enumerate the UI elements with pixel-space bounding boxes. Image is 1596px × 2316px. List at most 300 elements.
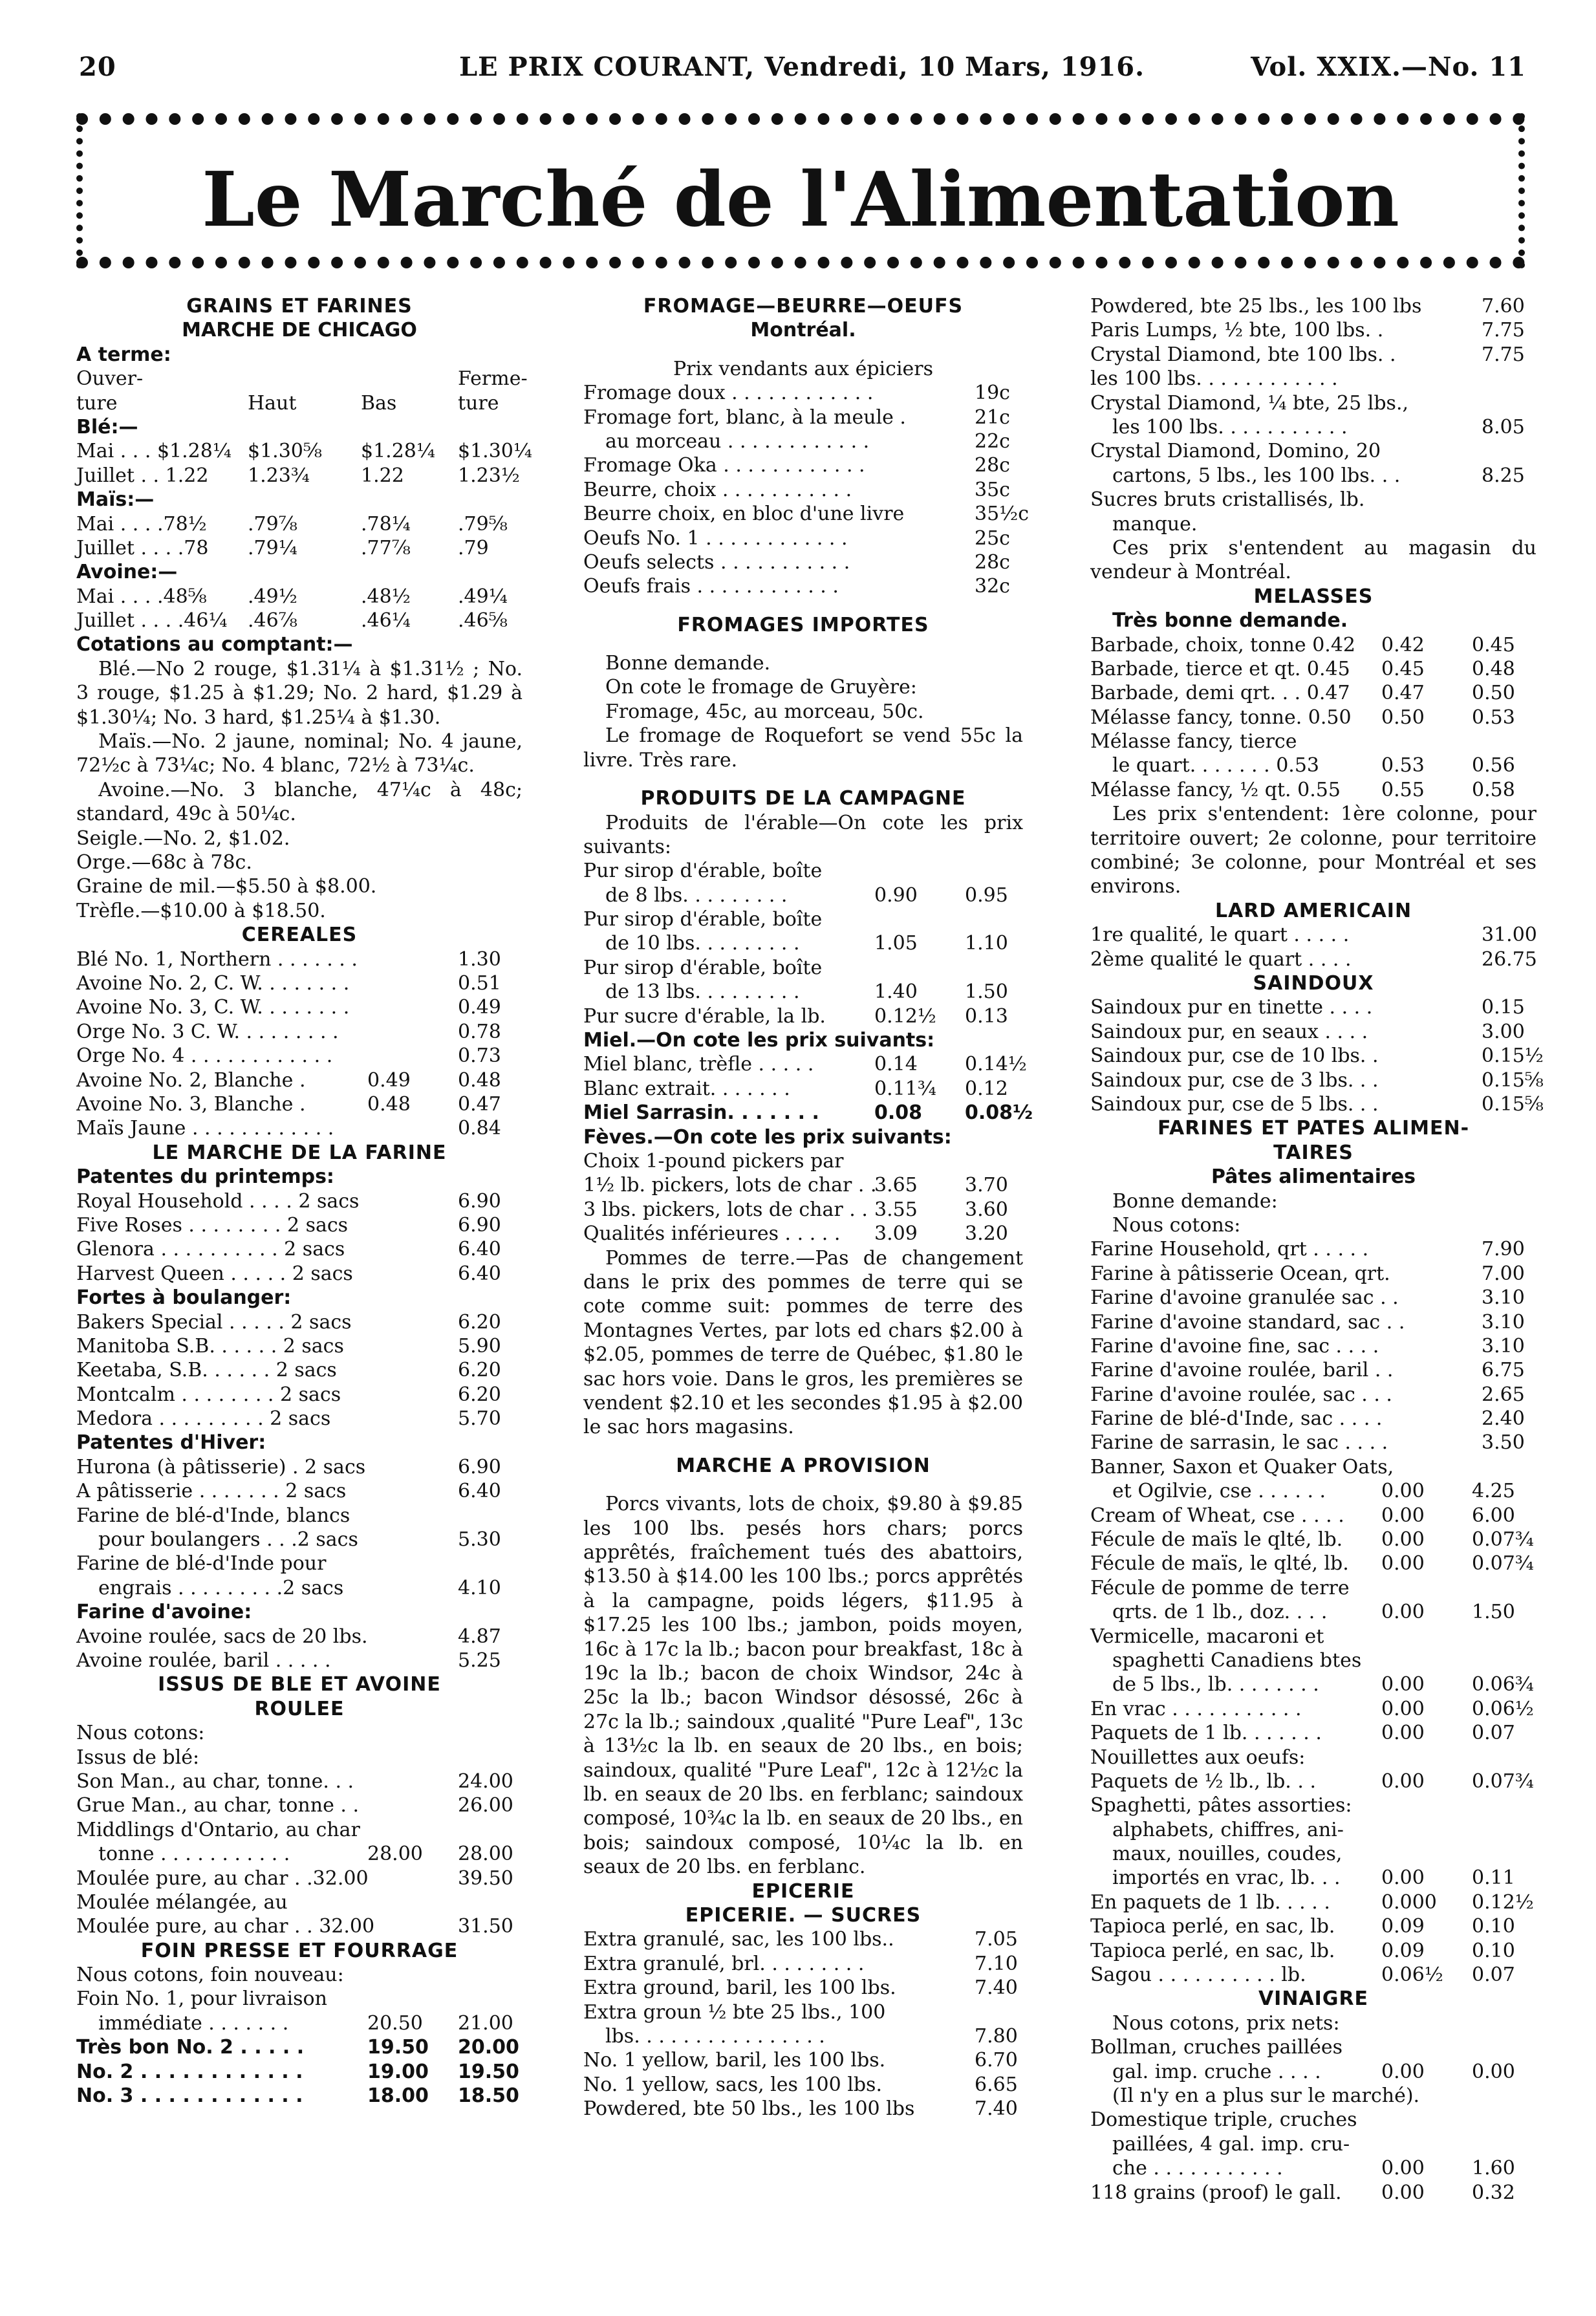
price-label: Extra granulé, sac, les 100 lbs.. [583, 1928, 894, 1951]
price-label: No. 1 yellow, sacs, les 100 lbs. [583, 2073, 882, 2096]
bold-label: Avoine:— [76, 561, 178, 584]
price-value: .79¼ [248, 536, 297, 559]
text-line: Nous cotons, foin nouveau: [76, 1964, 344, 1987]
section-heading: GRAINS ET FARINES [186, 295, 413, 318]
price-value: 6.90 [458, 1213, 501, 1237]
price-row [1090, 1479, 1537, 1503]
price-row [1090, 706, 1537, 730]
price-row [1090, 1334, 1537, 1358]
price-label: Moulée pure, au char . .32.00 [76, 1867, 369, 1890]
price-row [76, 1455, 523, 1479]
price-row [1090, 1769, 1537, 1793]
price-row [583, 2073, 1023, 2097]
text-line: Fécule de pomme de terre [1090, 1576, 1350, 1599]
price-value: 0.00 [1472, 2060, 1515, 2083]
section-subheading: MARCHE DE CHICAGO [182, 319, 417, 342]
price-label: Oeufs frais . . . . . . . . . . . . [583, 575, 839, 598]
price-label: Powdered, bte 50 lbs., les 100 lbs [583, 2097, 915, 2121]
price-label: No. 1 yellow, baril, les 100 lbs. [583, 2049, 886, 2072]
price-label: Fromage fort, blanc, à la meule . [583, 406, 906, 429]
section-heading: LE MARCHE DE LA FARINE [152, 1141, 447, 1164]
price-label: Mai . . . .48⅝ [76, 585, 207, 608]
price-label: Medora . . . . . . . . . 2 sacs [76, 1407, 331, 1431]
price-label: Tapioca perlé, en sac, lb. [1090, 1915, 1335, 1938]
price-value: 1.23½ [458, 464, 520, 487]
price-row [583, 574, 1023, 598]
price-label: Juillet . . . .46¼ [76, 609, 228, 633]
price-row [76, 1020, 523, 1044]
price-label: Mélasse fancy, tonne. 0.50 [1090, 706, 1352, 729]
price-label: de 13 lbs. . . . . . . . . [605, 980, 800, 1004]
price-label: Oeufs No. 1 . . . . . . . . . . . . [583, 526, 848, 550]
price-row [1090, 1044, 1544, 1068]
price-row [1090, 1866, 1537, 1890]
price-label: de 8 lbs. . . . . . . . . [605, 883, 788, 907]
price-label: A pâtisserie . . . . . . . 2 sacs [76, 1480, 347, 1503]
price-value: 0.15 [1482, 996, 1525, 1019]
price-row [76, 1068, 523, 1092]
paragraph: Maïs.—No. 2 jaune, nominal; No. 4 jaune, 72½c à 73¼c; No. 4 blanc, 72½ à 73¼c. [76, 730, 523, 777]
price-value: .46¼ [361, 609, 411, 633]
price-row [583, 406, 1023, 429]
price-row [76, 609, 523, 633]
price-value: Haut [248, 391, 297, 415]
price-row [1090, 343, 1537, 367]
price-label: Fromage doux . . . . . . . . . . . . [583, 382, 874, 405]
price-row [1090, 1310, 1537, 1334]
price-value: 0.50 [1381, 706, 1425, 729]
price-value: 0.78 [458, 1020, 501, 1043]
price-row [76, 1189, 523, 1213]
price-label: importés en vrac, lb. . . [1112, 1867, 1341, 1890]
price-value: 1.60 [1472, 2157, 1515, 2180]
spacer [583, 343, 1023, 357]
price-row [583, 1052, 1027, 1076]
price-value: 2.65 [1482, 1383, 1525, 1406]
price-value: $1.30⅝ [248, 440, 322, 463]
bold-label: Patentes du printemps: [76, 1165, 334, 1189]
price-value: 0.12½ [1472, 1890, 1534, 1914]
price-value: 0.09 [1381, 1915, 1425, 1938]
price-value: 7.60 [1482, 295, 1525, 318]
price-value: 4.10 [458, 1576, 501, 1599]
price-row [1090, 2156, 1537, 2180]
text-line: Foin No. 1, pour livraison [76, 1987, 327, 2011]
price-value: 6.40 [458, 1238, 501, 1261]
text-line: Choix 1-pound pickers par [583, 1150, 844, 1173]
price-label: 3 lbs. pickers, lots de char . . [583, 1198, 868, 1221]
price-row [76, 2011, 523, 2035]
text-line: alphabets, chiffres, ani- [1112, 1818, 1344, 1841]
spacer [583, 637, 1023, 651]
price-value: 0.08 [874, 1101, 923, 1125]
price-label: les 100 lbs. . . . . . . . . . . [1112, 415, 1348, 438]
section-banner [76, 113, 1525, 268]
price-label: Saindoux pur, en seaux . . . . [1090, 1020, 1368, 1043]
price-row [583, 502, 1030, 526]
price-value: 7.75 [1482, 319, 1525, 342]
price-value: 1.30 [458, 947, 501, 971]
price-label: Orge No. 4 . . . . . . . . . . . . [76, 1044, 333, 1068]
price-label: ture [76, 391, 118, 415]
price-row [1090, 1697, 1537, 1721]
price-label: Miel Sarrasin. . . . . . . [583, 1101, 819, 1125]
price-value: 7.80 [975, 2025, 1018, 2048]
price-row [76, 439, 532, 463]
price-label: Saindoux pur, cse de 5 lbs. . . [1090, 1092, 1379, 1116]
section-title: Le Marché de l'Alimentation [202, 156, 1399, 244]
centered-note: Prix vendants aux épiciers [673, 357, 934, 380]
price-label: Farine d'avoine roulée, baril . . [1090, 1359, 1394, 1382]
price-value: 0.000 [1381, 1890, 1437, 1914]
price-value: 3.20 [965, 1222, 1008, 1246]
price-label: Grue Man., au char, tonne . . [76, 1794, 359, 1817]
price-row [583, 1222, 1023, 1246]
price-label: Maïs Jaune . . . . . . . . . . . . [76, 1117, 334, 1140]
price-row [583, 1101, 1033, 1125]
price-row [1090, 1358, 1537, 1382]
price-value: 35c [975, 478, 1010, 501]
price-value: 0.53 [1381, 754, 1425, 777]
price-value: 18.00 [367, 2084, 429, 2108]
price-value: 6.40 [458, 1262, 501, 1285]
section-subheading: Montréal. [750, 319, 856, 342]
bold-label: Miel.—On cote les prix suivants: [583, 1029, 935, 1052]
text-line: Nouillettes aux oeufs: [1090, 1746, 1306, 1769]
price-value: 21.00 [458, 2011, 513, 2035]
text-line: Mélasse fancy, tierce [1090, 730, 1297, 753]
price-row [76, 1237, 523, 1261]
bold-label: Maïs:— [76, 488, 155, 512]
price-row [76, 1310, 523, 1334]
price-value: 0.00 [1381, 1528, 1425, 1552]
spacer [583, 772, 1023, 786]
price-row [1090, 1383, 1537, 1407]
price-label: Avoine No. 3, Blanche . [76, 1093, 306, 1116]
price-value: .48½ [361, 585, 411, 608]
price-value: 5.70 [458, 1407, 501, 1431]
price-value: 19c [975, 382, 1010, 405]
price-row [1090, 657, 1537, 681]
price-value: 6.20 [458, 1359, 501, 1382]
price-value: ture [458, 391, 499, 415]
price-label: Farine d'avoine roulée, sac . . . [1090, 1383, 1392, 1406]
price-label: Pur sucre d'érable, la lb. [583, 1004, 826, 1028]
price-value: .49¼ [458, 585, 508, 608]
section-heading: FROMAGE—BEURRE—OEUFS [643, 295, 964, 318]
text-line: Crystal Diamond, Domino, 20 [1090, 440, 1381, 463]
text-line: Bonne demande: [1112, 1189, 1278, 1213]
text-line: Pur sirop d'érable, boîte [583, 860, 823, 883]
price-row [76, 1334, 523, 1358]
price-label: Paquets de ½ lb., lb. . . [1090, 1769, 1316, 1793]
price-row [76, 2060, 523, 2084]
price-value: .46⅞ [248, 609, 297, 633]
section-heading: EPICERIE. — SUCRES [685, 1904, 922, 1927]
price-value: 0.00 [1381, 1867, 1425, 1890]
price-row [1090, 464, 1537, 488]
price-value: 0.00 [1381, 1601, 1425, 1624]
price-value: 0.00 [1381, 1769, 1425, 1793]
text-line: Farine de blé-d'Inde, blancs [76, 1504, 350, 1527]
price-value: 3.55 [874, 1198, 918, 1221]
price-label: Barbade, tierce et qt. 0.45 [1090, 657, 1350, 680]
bold-label: Très bonne demande. [1112, 609, 1348, 633]
price-value: 3.65 [874, 1174, 918, 1197]
price-label: Farine de sarrasin, le sac . . . . [1090, 1431, 1388, 1455]
price-label: Glenora . . . . . . . . . . 2 sacs [76, 1238, 345, 1261]
price-label: gal. imp. cruche . . . . [1112, 2060, 1321, 2083]
price-value: 3.10 [1482, 1310, 1525, 1334]
price-value: 0.00 [1381, 1480, 1425, 1503]
price-label: Saindoux pur en tinette . . . . [1090, 996, 1373, 1019]
price-row [1090, 2181, 1537, 2205]
price-row [76, 1092, 523, 1116]
price-value: 5.90 [458, 1334, 501, 1358]
price-value: 0.50 [1472, 682, 1515, 705]
price-row [583, 429, 1023, 453]
price-value: 1.23¾ [248, 464, 310, 487]
price-value: 28.00 [367, 1843, 423, 1866]
text-line: Sucres bruts cristallisés, lb. [1090, 488, 1365, 512]
price-value: $1.28¼ [361, 440, 435, 463]
paragraph: Bonne demande. [605, 652, 771, 675]
section-heading: MARCHE A PROVISION [676, 1454, 931, 1477]
price-value: 8.05 [1482, 415, 1525, 438]
price-value: 1.10 [965, 932, 1008, 955]
price-label: Farine Household, qrt . . . . . [1090, 1238, 1369, 1261]
price-label: 1re qualité, le quart . . . . . [1090, 924, 1350, 947]
publication-line: LE PRIX COURANT, Vendredi, 10 Mars, 1916. [459, 52, 1145, 82]
text-line: Trèfle.—$10.00 à $18.50. [76, 899, 326, 922]
price-row [583, 526, 1023, 550]
paragraph: Fromage, 45c, au morceau, 50c. [605, 700, 924, 723]
price-row [76, 1407, 523, 1431]
text-line: paillées, 4 gal. imp. cru- [1112, 2132, 1350, 2156]
text-line: Seigle.—No. 2, $1.02. [76, 827, 290, 850]
price-label: Five Roses . . . . . . . . 2 sacs [76, 1213, 349, 1237]
price-value: 0.51 [458, 972, 501, 995]
price-value: 0.07 [1472, 1722, 1515, 1745]
price-row [76, 1358, 523, 1382]
column-1 [76, 294, 532, 2108]
price-value: 3.09 [874, 1222, 918, 1246]
price-label: Son Man., au char, tonne. . . [76, 1769, 354, 1793]
price-label: Barbade, choix, tonne 0.42 [1090, 633, 1356, 656]
price-label: Tapioca perlé, en sac, lb. [1090, 1939, 1335, 1962]
price-value: 0.13 [965, 1004, 1008, 1028]
price-value: 0.15⅝ [1482, 1092, 1544, 1116]
price-value: 6.20 [458, 1310, 501, 1334]
price-row [76, 1649, 523, 1672]
price-row [76, 1116, 523, 1140]
price-value: 31.00 [1482, 924, 1537, 947]
price-label: No. 3 . . . . . . . . . . . . [76, 2084, 303, 2108]
price-label: Powdered, bte 25 lbs., les 100 lbs [1090, 295, 1422, 318]
price-row [76, 947, 523, 971]
price-label: Orge No. 3 C. W. . . . . . . . . [76, 1020, 339, 1043]
price-row [1090, 415, 1537, 439]
price-row [1090, 947, 1537, 971]
price-label: immédiate . . . . . . . [98, 2011, 289, 2035]
price-value: 6.40 [458, 1480, 501, 1503]
price-label: Extra ground, baril, les 100 lbs. [583, 1976, 896, 2000]
section-heading: FOIN PRESSE ET FOURRAGE [140, 1939, 458, 1962]
price-row [583, 931, 1023, 955]
price-value: 6.65 [975, 2073, 1018, 2096]
price-label: Farine d'avoine fine, sac . . . . [1090, 1334, 1379, 1358]
price-value: 3.10 [1482, 1286, 1525, 1310]
price-row [76, 1383, 523, 1407]
price-row [76, 995, 523, 1019]
price-value: 28.00 [458, 1843, 513, 1866]
text-line: Vermicelle, macaroni et [1090, 1625, 1324, 1648]
price-label: Farine à pâtisserie Ocean, qrt. [1090, 1262, 1390, 1285]
price-label: Barbade, demi qrt. . . 0.47 [1090, 682, 1350, 705]
price-value: 7.75 [1482, 343, 1525, 366]
price-value: 0.48 [458, 1068, 501, 1092]
section-heading: FARINES ET PATES ALIMEN- [1157, 1117, 1470, 1140]
price-row [583, 1004, 1023, 1028]
page-number: 20 [79, 52, 116, 82]
price-row [1090, 1914, 1537, 1938]
price-value: 35½c [975, 503, 1030, 526]
price-row [1090, 1528, 1537, 1552]
price-label: le quart. . . . . . . 0.53 [1112, 754, 1319, 777]
price-value: 3.70 [965, 1174, 1008, 1197]
price-row [76, 367, 528, 391]
price-value: 0.00 [1381, 1552, 1425, 1575]
price-value: 1.05 [874, 932, 918, 955]
price-value: 0.47 [1381, 682, 1425, 705]
price-value: 0.56 [1472, 754, 1515, 777]
price-label: Avoine roulée, sacs de 20 lbs. [76, 1625, 368, 1648]
price-row [76, 1625, 523, 1649]
paragraph: Pommes de terre.—Pas de changement dans le prix des pommes de terre qui se cote comme suit: pommes de terre des Montagnes Vertes, par lots ed chars $2.00 à $2.05, pommes de terre de Québec, $1.80 le sac hors voie. Dans le gros, les premières se vendent $2.10 et les secondes $1.95 à $2.00 le sac hors magasins. [583, 1246, 1023, 1439]
price-value: 20.00 [458, 2036, 519, 2059]
price-label: Farine de blé-d'Inde, sac . . . . [1090, 1407, 1383, 1431]
price-row [1090, 995, 1537, 1019]
paragraph: Porcs vivants, lots de choix, $9.80 à $9.85 les 100 lbs. pesés hors chars; porcs apprêtés, fraîchement tués des abattoirs, $13.50 à $14.00 les 100 lbs.; porcs apprêtés à la campagne, poids légers, $11.95 à $17.25 les 100 lbs.; jambon, poids moyen, 16c à 17c la lb.; bacon pour breakfast, 18c à 19c la lb.; bacon de choix Windsor, 24c à 25c la lb.; bacon Windsor désossé, 26c à 27c la lb.; saindoux ,qualité "Pure Leaf", 13c à 13½c la lb. en seaux de 20 lbs., en bois; saindoux, qualité "Pure Leaf", 12c à 12½c la lb. en seaux de 20 lbs. en ferblanc; saindoux composé, 10¾c la lb. en seaux de 20 lbs., en bois; saindoux composé, 10¼c la lb. en seaux de 20 lbs. en ferblanc. [583, 1493, 1023, 1879]
price-value: 0.49 [458, 996, 501, 1019]
price-value: 1.50 [1472, 1601, 1515, 1624]
price-value: Bas [361, 391, 397, 415]
price-row [76, 1479, 523, 1503]
section-heading: ROULEE [254, 1697, 345, 1720]
price-label: Farine d'avoine granulée sac . . [1090, 1286, 1399, 1310]
text-line: les 100 lbs. . . . . . . . . . . . [1090, 367, 1338, 391]
text-line: Extra groun ½ bte 25 lbs., 100 [583, 2000, 886, 2024]
price-label: Saindoux pur, cse de 3 lbs. . . [1090, 1068, 1379, 1092]
price-value: 0.00 [1381, 2157, 1425, 2180]
price-value: 19.50 [367, 2036, 429, 2059]
price-row [1090, 1407, 1537, 1431]
price-row [1090, 1721, 1537, 1745]
price-value: 1.50 [965, 980, 1008, 1004]
price-row [76, 1914, 523, 1938]
price-label: 118 grains (proof) le gall. [1090, 2181, 1342, 2204]
price-label: Miel blanc, trèfle . . . . . [583, 1053, 814, 1076]
price-value: .78¼ [361, 512, 411, 536]
price-value: .46⅝ [458, 609, 508, 633]
price-value: 0.32 [1472, 2181, 1515, 2204]
price-row [583, 2048, 1023, 2072]
price-value: 6.75 [1482, 1359, 1525, 1382]
price-value: 6.20 [458, 1383, 501, 1406]
price-value: 0.00 [1381, 1504, 1425, 1527]
price-value: 39.50 [458, 1867, 513, 1890]
price-label: Ouver- [76, 367, 144, 391]
price-value: 0.06½ [1472, 1697, 1534, 1720]
price-value: 0.84 [458, 1117, 501, 1140]
text-line: Bollman, cruches paillées [1090, 2036, 1343, 2059]
price-label: Beurre choix, en bloc d'une livre [583, 503, 905, 526]
price-label: Manitoba S.B. . . . . . 2 sacs [76, 1334, 344, 1358]
price-row [1090, 1431, 1537, 1455]
price-label: En vrac . . . . . . . . . . . [1090, 1697, 1302, 1720]
price-value: 26.00 [458, 1794, 513, 1817]
price-value: 0.12½ [874, 1004, 936, 1028]
price-row [1090, 633, 1537, 657]
price-value: Ferme- [458, 367, 528, 391]
bold-label: Patentes d'Hiver: [76, 1431, 266, 1455]
price-value: 6.00 [1472, 1504, 1515, 1527]
price-value: 21c [975, 406, 1010, 429]
text-line: manque. [1112, 512, 1198, 536]
price-value: 0.90 [874, 883, 918, 907]
price-label: che . . . . . . . . . . . [1112, 2157, 1283, 2180]
bold-label: A terme: [76, 343, 171, 366]
price-label: En paquets de 1 lb. . . . . [1090, 1890, 1330, 1914]
price-value: 3.00 [1482, 1020, 1525, 1043]
price-value: 0.00 [1381, 2181, 1425, 2204]
price-row [583, 1077, 1023, 1101]
text-line: Pur sirop d'érable, boîte [583, 956, 823, 979]
price-row [1090, 1092, 1544, 1116]
price-label: Juillet . . 1.22 [76, 464, 209, 487]
price-value: 0.12 [965, 1077, 1008, 1100]
spacer [583, 1478, 1023, 1492]
price-value: 0.06¾ [1472, 1673, 1534, 1696]
price-value: 0.07¾ [1472, 1552, 1534, 1575]
price-label: Avoine No. 2, Blanche . [76, 1068, 306, 1092]
text-line: Pur sirop d'érable, boîte [583, 908, 823, 931]
price-value: 0.14 [874, 1053, 918, 1076]
price-value: 0.45 [1472, 633, 1515, 656]
price-row [1090, 294, 1537, 318]
price-label: lbs. . . . . . . . . . . . . . . . [605, 2025, 825, 2048]
price-label: Oeufs selects . . . . . . . . . . . [583, 550, 850, 574]
volume-number: Vol. XXIX.—No. 11 [1251, 52, 1526, 82]
text-line: Nous cotons: [1112, 1213, 1241, 1237]
price-row [76, 1213, 523, 1237]
price-row [583, 1976, 1023, 2000]
price-value: 4.25 [1472, 1480, 1515, 1503]
price-row [76, 971, 523, 995]
price-value: 0.58 [1472, 778, 1515, 801]
paragraph: Produits de l'érable—On cote les prix suivants: [583, 811, 1023, 858]
price-row [1090, 1963, 1537, 1987]
text-line: Spaghetti, pâtes assorties: [1090, 1794, 1352, 1817]
price-value: 0.48 [367, 1093, 411, 1116]
price-row [1090, 2060, 1537, 2084]
price-value: 0.07 [1472, 1964, 1515, 1987]
price-value: 24.00 [458, 1769, 513, 1793]
price-label: et Ogilvie, cse . . . . . . [1112, 1480, 1326, 1503]
price-row [583, 381, 1023, 405]
price-value: 7.90 [1482, 1238, 1525, 1261]
price-row [76, 512, 523, 536]
